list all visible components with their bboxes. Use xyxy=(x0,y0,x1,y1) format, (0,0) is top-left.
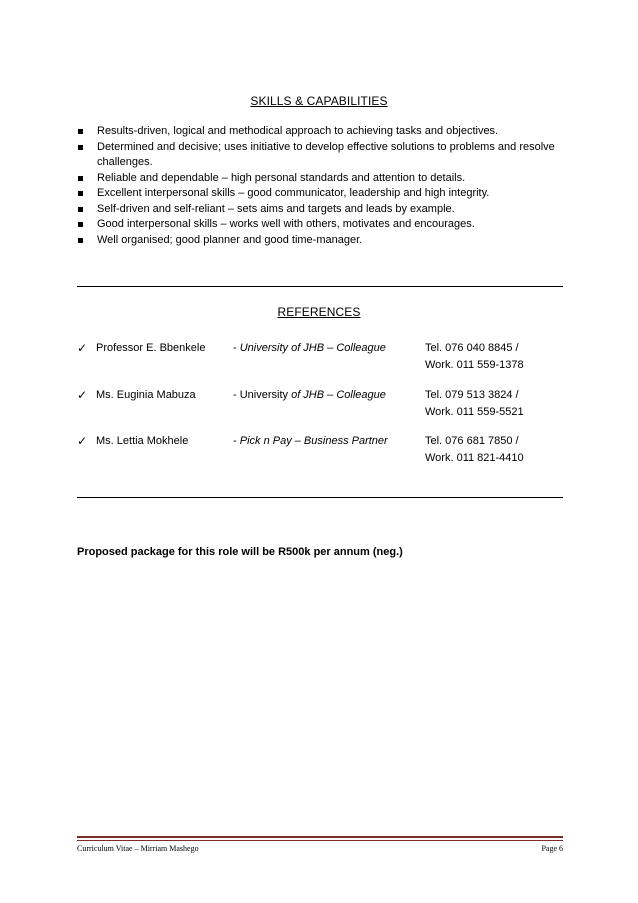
skills-list xyxy=(77,124,567,248)
footer-rule-thin xyxy=(77,840,563,841)
section-divider xyxy=(77,286,563,287)
square-bullet-icon xyxy=(78,145,83,150)
skill-text: Self-driven and self-reliant – sets aims and targets and leads by example. xyxy=(97,202,455,215)
check-mark-icon: ✓ xyxy=(77,388,88,402)
check-mark-icon: ✓ xyxy=(77,434,88,448)
org-prefix: - xyxy=(233,342,240,354)
skill-text: Excellent interpersonal skills – good communicator, leadership and high integrity. xyxy=(97,187,490,199)
square-bullet-icon xyxy=(78,222,83,227)
proposed-package-note: Proposed package for this role will be R500k per annum (neg.) xyxy=(77,546,403,558)
skill-text: Good interpersonal skills – works well with others, motivates and encourages. xyxy=(97,218,475,230)
list-item xyxy=(77,217,567,233)
section-divider xyxy=(77,497,563,498)
org-plain: University xyxy=(239,389,292,401)
list-item xyxy=(77,202,567,218)
list-item xyxy=(77,124,567,140)
list-item xyxy=(77,140,567,171)
skill-text: Well organised; good planner and good time-manager. xyxy=(97,233,363,246)
references-heading: REFERENCES xyxy=(277,305,361,319)
reference-work: Work. 011 559-5521 xyxy=(425,406,524,418)
skill-text: Reliable and dependable – high personal standards and attention to details. xyxy=(97,171,466,184)
list-item xyxy=(77,186,567,202)
skills-heading: SKILLS & CAPABILITIES xyxy=(250,94,388,108)
square-bullet-icon xyxy=(78,238,83,243)
check-mark-icon: ✓ xyxy=(77,341,88,355)
page-number: Page 6 xyxy=(541,844,563,853)
org-prefix: - xyxy=(233,435,240,447)
reference-work: Work. 011 559-1378 xyxy=(425,359,524,371)
skill-text: Determined and decisive; uses initiative to develop effective solutions to problems and resolve challenges. xyxy=(97,140,555,168)
square-bullet-icon xyxy=(78,129,83,134)
reference-organisation xyxy=(233,387,386,403)
reference-tel: Tel. 076 040 8845 / xyxy=(425,342,519,354)
reference-tel: Tel. 076 681 7850 / xyxy=(425,435,519,447)
reference-tel: Tel. 079 513 3824 / xyxy=(425,389,519,401)
org-italic: University of JHB – Colleague xyxy=(239,342,386,354)
skill-text: Results-driven, logical and methodical approach to achieving tasks and objectives. xyxy=(97,125,499,137)
reference-name: Ms. Lettia Mokhele xyxy=(96,435,189,447)
org-italic: Pick n Pay – Business Partner xyxy=(239,435,388,447)
square-bullet-icon xyxy=(78,191,83,196)
reference-name: Professor E. Bbenkele xyxy=(96,342,206,354)
footer-rule xyxy=(77,836,563,838)
reference-organisation xyxy=(233,433,388,449)
list-item xyxy=(77,233,567,249)
square-bullet-icon xyxy=(78,176,83,181)
list-item xyxy=(77,171,567,187)
org-prefix: - xyxy=(233,389,240,401)
reference-organisation xyxy=(233,340,386,356)
footer-title: Curriculum Vitae – Mirriam Mashego xyxy=(77,844,199,853)
reference-work: Work. 011 821-4410 xyxy=(425,452,524,464)
square-bullet-icon xyxy=(78,207,83,212)
org-italic: of JHB – Colleague xyxy=(291,389,386,401)
reference-name: Ms. Euginia Mabuza xyxy=(96,389,196,401)
